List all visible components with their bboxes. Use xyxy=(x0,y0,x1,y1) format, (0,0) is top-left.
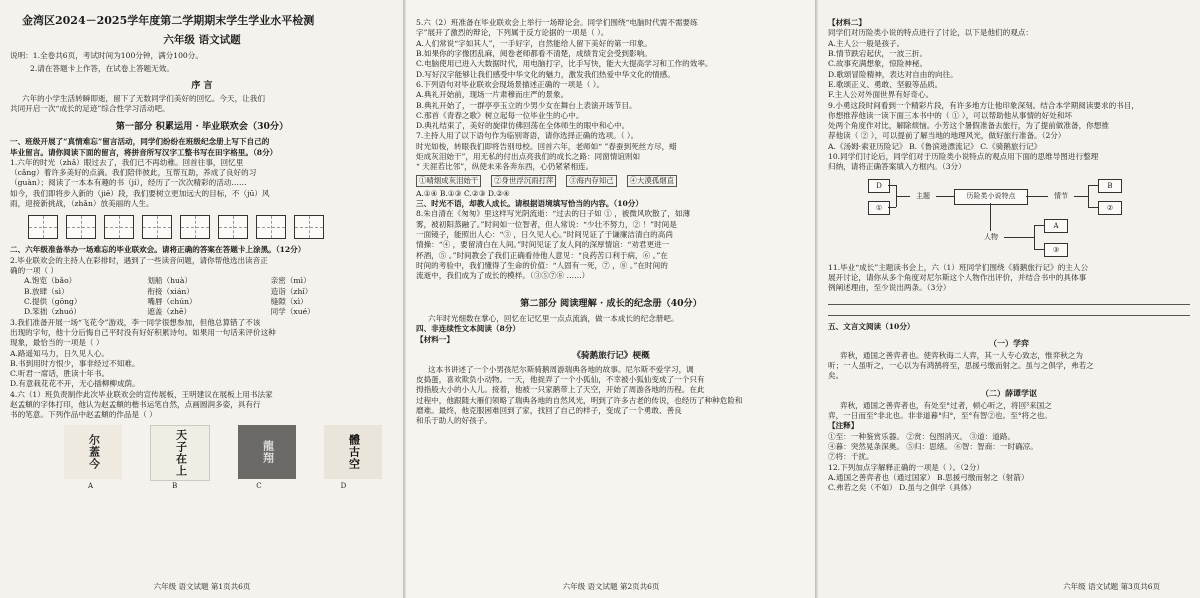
question-line: 三、时光不语，却教人成长。请根据语境填写恰当的内容。（10分） xyxy=(416,199,643,209)
notes-label: 【注释】 xyxy=(828,421,859,431)
classical-line: 弈秋，通国之善弈者也。使弈秋诲二人弈，其一人专心致志，惟弈秋之为 xyxy=(840,350,1083,360)
question-line: D.有意栽花花不开，无心插柳柳成荫。 xyxy=(10,379,140,389)
exam-page-1 xyxy=(0,0,404,598)
option: 缝隙（xì） xyxy=(270,296,308,306)
material-line: 这本书讲述了一个小男孩尼尔斯骑鹅周游瑞典各地的故事。尼尔斯不爱学习，调 xyxy=(428,364,694,374)
question-line: D.歌颂冒险精神，表达对自由的向往。 xyxy=(828,69,958,79)
question-line: 2.毕业联欢会的主持人在彩排时，遇到了一些读音问题，请你帮他选出读音正 xyxy=(10,255,268,265)
tianzige-cell[interactable] xyxy=(180,215,210,239)
material-line: 磨难。最终，他克服困难回到了家，找回了自己的样子，变成了一个勇敢、善良 xyxy=(416,405,682,415)
question-line: “ 天涯若比邻”，纵使未来各奔东西，心仍紧紧相连。 xyxy=(416,162,594,172)
question-line: 归纳，请将正确答案填入方框内。（3分） xyxy=(828,162,966,172)
exam-page-3 xyxy=(818,0,1200,598)
connector xyxy=(896,196,910,197)
question-line: 二、六年级准备举办一场难忘的毕业联欢会。请将正确的答案在答题卡上涂黑。（12分） xyxy=(10,245,306,255)
preface-line: 共同开启一次“成长的足迹”综合性学习活动吧。 xyxy=(10,104,170,114)
person-label: 人物 xyxy=(984,232,998,241)
page-footer: 六年级 语文试题 第2页共6页 xyxy=(562,581,660,591)
material-line: 和乐于助人的好孩子。 xyxy=(416,416,492,426)
section-heading: 第一部分 积累运用 · 毕业联欢会（30分） xyxy=(115,120,289,132)
question-line: D.典礼结束了，美好的旋律仿佛回荡在全体师生的眼中和心中。 xyxy=(416,121,630,131)
question-line: 8.朱自清在《匆匆》里这样写光阴流逝：“过去的日子如 ① ，被微风吹散了，如薄 xyxy=(416,209,691,219)
classical-title: （一）学弈 xyxy=(989,337,1029,348)
mind-map-box[interactable]: ① xyxy=(868,201,890,215)
note-line: ①至：一种鉴赏乐器。 ②赏：包图消灭。 ③道：道路。 xyxy=(828,431,1016,441)
connector xyxy=(1026,196,1048,197)
mind-map-box[interactable]: B xyxy=(1098,179,1122,193)
note-line: 2.请在答题卡上作答，在试卷上答题无效。 xyxy=(30,63,174,73)
connector xyxy=(1088,185,1089,207)
connector xyxy=(1088,185,1098,186)
mind-map-box[interactable]: D xyxy=(868,179,890,193)
question-line: F.主人公对外面世界有好奇心。 xyxy=(828,90,934,100)
classical-line: 矣。 xyxy=(828,371,844,381)
question-line: A.通国之善弈者也（通过国家） B.思援弓缴而射之（射箭） xyxy=(828,472,1029,482)
calligraphy-image-a: 尔蓋今 xyxy=(64,425,122,479)
question-line: 一、班级开展了“真情难忘”留言活动，同学们纷纷在班级纪念册上写下自己的 xyxy=(10,137,270,147)
question-line: 时光如梭，转眼我们即将告别母校。回首六年，老师如“ ”春蚕到死丝方尽，蜡 xyxy=(416,141,677,151)
connector xyxy=(1034,225,1035,249)
note-line: 说明：1.全卷共6页，考试时间为100分钟，满分100分。 xyxy=(10,51,203,61)
classical-title: （二）薛谭学讴 xyxy=(981,387,1037,398)
question-line: 展开讨论，请你从多个角度对尼尔斯这个人物作出评价，并结合书中的具体事 xyxy=(828,273,1087,282)
question-line: 5.六（2）班准备在毕业联欢会上举行一场辩论会。同学们围绕“电脑时代需不需要练 xyxy=(416,18,698,27)
material-title: 《骑鹅旅行记》梗概 xyxy=(572,351,650,362)
question-line: 9.小勇这段时间看到一个精彩片段，有许多地方让他印象深刻。结合本学期阅读要求的书目， xyxy=(828,100,1139,110)
connector xyxy=(888,207,896,208)
question-line: C.电脑使用已进入大数据时代，用电脑打字，比手写快，能大大提高学习和工作的效率。 xyxy=(416,59,713,69)
material-line: 拇指般大小的小人儿。接着，他被一只家鹅带上了天空，开始了周游各地的历程。在此 xyxy=(416,385,705,395)
question-line: 确的一项（ ） xyxy=(10,266,58,276)
question-line: 6.下列语句对毕业联欢会现场景描述正确的一项是（ ）。 xyxy=(416,79,605,89)
page-footer: 六年级 语文试题 第1页共6页 xyxy=(153,581,251,591)
question-line: 流逝中，我们成为了成长的模样。（③⑤⑦⑧ ……） xyxy=(416,271,590,281)
question-line: B.书到用时方恨少，事非经过不知难。 xyxy=(10,358,140,368)
question-line: B.如果你的字像团乱麻，阅卷老师都看不清楚，成绩肯定会受到影响。 xyxy=(416,48,652,58)
material-label: 【材料二】 xyxy=(828,18,866,27)
label-c: C xyxy=(256,481,262,490)
tianzige-cell[interactable] xyxy=(28,215,58,239)
question-line: E.歌颂正义、勇敢、坚毅等品质。 xyxy=(828,79,943,89)
classical-line: 听；一人虽听之，一心以为有鸿鹄将至，思援弓缴而射之。虽与之俱学，弗若之 xyxy=(828,361,1094,371)
answer-grid xyxy=(28,215,394,239)
label-b: B xyxy=(172,481,178,490)
question-line: B.典礼开始了，一群亭亭玉立的少男少女在舞台上表演开场节目。 xyxy=(416,100,637,110)
connector xyxy=(936,196,954,197)
question-line: 出现的字句，他十分后悔自己平时没有好好积累诗句。如果用一句话来评价这种 xyxy=(10,327,276,337)
option: A.饱览（bǎo） xyxy=(24,276,77,286)
option: D.笨拙（zhuó） xyxy=(24,307,81,317)
connector xyxy=(1034,225,1044,226)
tianzige-cell[interactable] xyxy=(104,215,134,239)
calligraphy-image-d: 體古空 xyxy=(324,425,382,479)
question-line: （guàn）；阅读了一本本有趣的书（jí），经历了一次次精彩的活动…… xyxy=(10,178,247,188)
section-heading: 第二部分 阅读理解 · 成长的纪念册（40分） xyxy=(520,297,702,309)
tianzige-cell[interactable] xyxy=(142,215,172,239)
calligraphy-image-c: 龍翔 xyxy=(238,425,296,479)
preface-heading: 序 言 xyxy=(191,80,213,91)
question-line: 现象，最恰当的一项是（ ） xyxy=(10,338,104,348)
calligraphy-labels xyxy=(88,482,394,492)
question-line: 情操：“④ ，要留清白在人间。”时间见证了友人间的深厚情谊：“劝君更进一 xyxy=(416,240,670,250)
center-node: 历险类小说特点 xyxy=(954,189,1028,205)
connector xyxy=(1088,207,1098,208)
question-line: 4.六（1）班负责制作此次毕业联欢会的宣传展板，王明建议在展板上用书法家 xyxy=(10,389,273,399)
question-line: 3.我们准备开展一场“飞花令”游戏，李一同学很想参加，但他总算错了不该 xyxy=(10,317,261,327)
tianzige-cell[interactable] xyxy=(66,215,96,239)
option: B.放肆（sì） xyxy=(24,286,69,296)
question-line: A.路遥知马力，日久见人心。 xyxy=(10,348,110,358)
exam-subtitle: 六年级 语文试题 xyxy=(163,33,241,46)
question-line: 四、非连续性文本阅读（8分） xyxy=(416,324,521,334)
connector xyxy=(990,203,991,231)
question-line: 荐他读（ ② ），可以提前了解当地的地理风光，做好旅行准备。（2分） xyxy=(828,131,1066,141)
question-line: C.故事充满想象，惊险神秘。 xyxy=(828,59,928,69)
exam-page-2 xyxy=(406,0,816,598)
question-line: 你想推荐他读一读下面三本书中的（ ① ），可以帮助他从事情的好处和坏 xyxy=(828,110,1073,120)
note-line: ④暮：突然晃条深奥。 ⑤归：思绪。 ⑥智：智商：一时确凉。 xyxy=(828,441,1038,451)
question-line: A.《汤姆·索亚历险记》 B.《鲁滨逊漂流记》 C.《骑鹅旅行记》 xyxy=(828,141,1042,151)
question-line: C.那首《青春之歌》树立起每一位毕业生的心中。 xyxy=(416,110,584,120)
q7-option: ④大漠孤烟直 xyxy=(627,175,677,187)
material-line: 过程中，他跟随大雁们领略了瑞典各地的自然风光，明到了许多古老的传说，也经历了种种危险和 xyxy=(416,395,743,405)
question-line: 字”展开了激烈的辩论，下列属于反方论据的一项是（ ）。 xyxy=(416,28,609,38)
question-line: 1.六年的时光（zhǎ）眼过去了，我们已不再幼稚。回首往事，回忆里 xyxy=(10,157,244,167)
option: 划船（huà） xyxy=(147,276,193,286)
option: 嘴唇（chún） xyxy=(147,296,197,306)
question-line: 11.毕业“成长”主题读书会上，六（1）班同学们围绕《骑鹅旅行记》的主人公 xyxy=(828,262,1089,272)
question-line: 赵孟頫的字体打印，他认为赵孟頫的楷书运笔自然，点画圆润多姿，具有行 xyxy=(10,400,261,410)
exam-title: 金湾区2024－2025学年度第二学期期末学生学业水平检测 xyxy=(22,14,315,27)
tianzige-cell[interactable] xyxy=(256,215,286,239)
question-line: 雨，迎接新挑战，（zhǎn）放美丽的人生。 xyxy=(10,199,154,209)
question-line: 12.下列加点字解释正确的一项是（ ）。（2分） xyxy=(828,462,985,472)
question-line: 一面镜子，能照出人心：“③ ，日久见人心。”时间见证了于谦廉洁清白的高尚 xyxy=(416,230,673,239)
plot-label: 情节 xyxy=(1054,191,1068,200)
theme-label: 主题 xyxy=(916,191,930,200)
connector xyxy=(888,185,896,186)
option: 亲密（mì） xyxy=(270,276,311,286)
preface-line: 六年的小学生活转瞬即逝，留下了无数同学们美好的回忆。今天，让我们 xyxy=(22,94,265,104)
question-line: 雾，被初阳蒸融了。”时间如一位智者，但人常说：“少壮不努力，② ！”时间是 xyxy=(416,219,677,229)
calligraphy-image-b: 天子在上 xyxy=(150,425,210,481)
label-a: A xyxy=(88,481,94,490)
mind-map-box[interactable]: ② xyxy=(1098,201,1122,215)
q2-options xyxy=(10,276,394,317)
question-line: 例阐述理由，至少说出两条。（3分） xyxy=(828,283,951,293)
option: 造诣（zhǐ） xyxy=(270,286,313,296)
question-line: 杯酒，⑤ 。”时间教会了我们正确看待他人意见：“良药苦口利于病，⑥ 。”在 xyxy=(416,250,668,260)
question-line: （cǎng）着许多美好的点滴。我们陪伴彼此，互帮互助，养成了良好的习 xyxy=(10,168,257,178)
page-footer: 六年级 语文试题 第3页共6页 xyxy=(1063,581,1160,591)
question-line: 如今，我们即将步入新的（jiē）段，我们要树立更加远大的目标，不（jū）风 xyxy=(10,188,270,198)
question-line: 时间的考验中，我们懂得了生命的价值：“人固有一死，⑦ ，⑧ 。”在时间的 xyxy=(416,260,668,270)
tianzige-cell[interactable] xyxy=(294,215,324,239)
q7-word-options xyxy=(416,175,806,187)
connector xyxy=(1074,196,1088,197)
note-line: ⑦将：千扰。 xyxy=(828,452,874,462)
option: 衔接（xián） xyxy=(147,286,194,296)
option: 同学（xué） xyxy=(270,307,315,317)
classical-line: 弈秋，通国之善弈者也，有处至°过者，顿心听之，将回³来国之 xyxy=(840,400,1052,410)
q7-choices: A.①④ B.①③ C.②③ D.②④ xyxy=(416,188,510,198)
section-heading: 五、文言文阅读（10分） xyxy=(828,321,915,331)
question-line: 7.主持人用了以下语句作为临别寄语，请你选择正确的选项。（ ）。 xyxy=(416,131,639,141)
mind-map-box[interactable]: ③ xyxy=(1044,243,1068,257)
connector xyxy=(1004,237,1034,238)
question-line: 同学们对历险类小说的特点进行了讨论，以下是他们的观点： xyxy=(828,28,1034,38)
answer-line[interactable] xyxy=(828,295,1190,305)
question-line: D.写好汉字能够让我们感受中华文化的魅力，激发我们热爱中华文化的情感。 xyxy=(416,69,675,79)
intro-line: 六年时光细数在掌心，回忆在记忆里一点点流淌，做一本成长的纪念册吧。 xyxy=(428,314,679,324)
question-line: 书的笔意。下列作品中赵孟頫的作品是（ ） xyxy=(10,410,157,420)
label-d: D xyxy=(340,481,347,490)
question-line: A.典礼开始前，现场一片肃穆而庄严的景象。 xyxy=(416,90,569,100)
question-line: A.主人公一般是孩子。 xyxy=(828,38,905,48)
answer-line[interactable] xyxy=(828,306,1190,316)
calligraphy-samples xyxy=(64,425,394,481)
mind-map xyxy=(868,175,1190,261)
q7-option: ①晴烟成灰泪始干 xyxy=(416,175,481,187)
question-line: 处两个角度作对比，解除烦恼。小芳这个暑假准备去旅行，为了提前做准备，你想推 xyxy=(828,121,1109,131)
question-line: C.听君一席话，胜读十年书。 xyxy=(10,369,110,379)
question-line: 10.同学们讨论后，同学们对于历险类小说特点的观点用下面的思维导图进行整理 xyxy=(828,152,1099,162)
tianzige-cell[interactable] xyxy=(218,215,248,239)
question-line: B.情节跌宕起伏，一波三折。 xyxy=(828,48,928,58)
question-line: 毕业留言。请你阅读下面的留言，将拼音所写汉字工整书写在田字格里。（8分） xyxy=(10,147,278,157)
mind-map-box[interactable]: A xyxy=(1044,219,1068,233)
question-line: A.人们常说“字如其人”，一手好字，自然能给人留下美好的第一印象。 xyxy=(416,38,652,48)
question-line: C.弗若之矣（不如） D.虽与之俱学（具体） xyxy=(828,483,976,493)
q7-option: ③海内存知己 xyxy=(566,175,616,187)
q7-option: ②身世浮沉雨打萍 xyxy=(491,175,556,187)
option: 遮盖（zhē） xyxy=(147,307,192,317)
question-line: 【材料一】 xyxy=(416,334,454,344)
question-line: 炬成灰泪始干”，用无私的付出点亮我们的成长之路：同窗情谊则如 xyxy=(416,152,641,162)
classical-line: 弈，一日而至°非北也。非非道暮°归°，至°有智②也。至°将之也。 xyxy=(828,410,1053,420)
material-line: 皮捣蛋，喜欢欺负小动物。一天，他捉弄了一个小狐仙，不幸被小狐仙变成了一个只有 xyxy=(416,375,705,385)
connector xyxy=(1034,249,1044,250)
option: C.提供（gōng） xyxy=(24,296,82,306)
